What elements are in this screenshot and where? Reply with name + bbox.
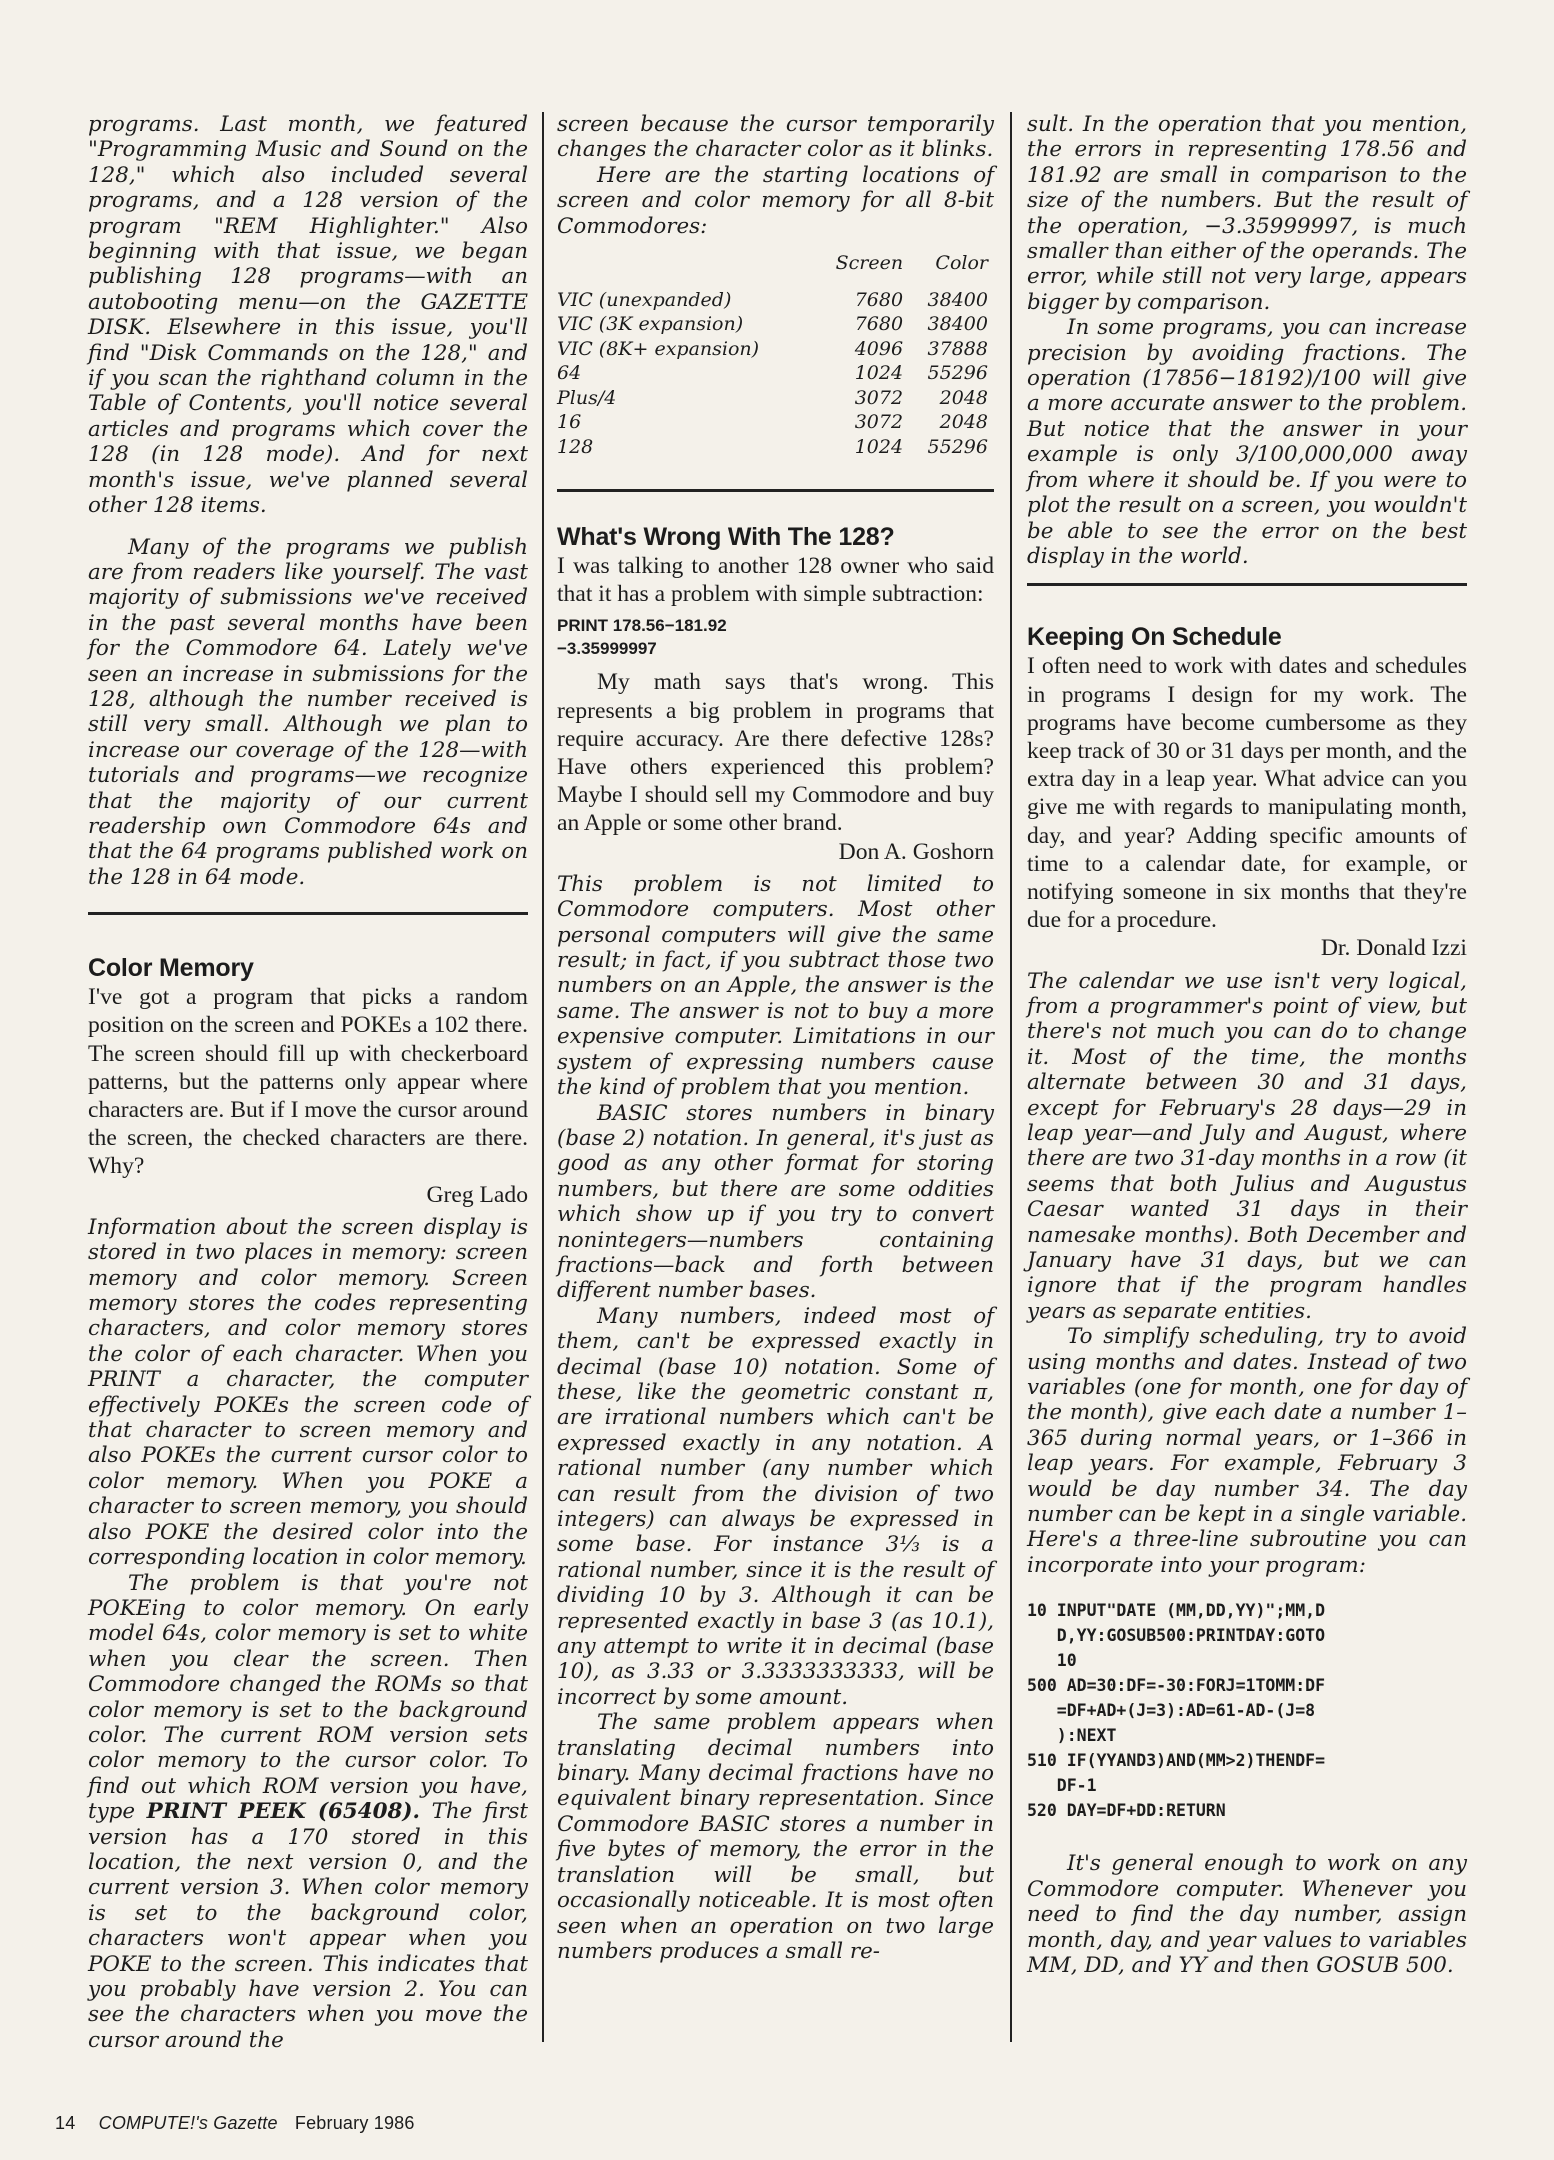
table-cell: VIC (8K+ expansion) [557,337,760,360]
table-cell: 1024 [854,435,904,458]
basic-program-listing: 10 INPUT"DATE (MM,DD,YY)";MM,D D,YY:GOSUB500:PRINTDAY:GOTO 10 500 AD=30:DF=-30:FORJ=1TOMM:DF =DF+AD+(J=3):AD=61-AD-(J=8 ):NEXT 510 IF(YYAND3)AND(MM>2)THENDF= DF-1 520 DAY=DF+DD:RETURN [1027,1601,1326,1821]
table-cell: 38400 [927,288,988,311]
table-row [557,361,994,386]
table-header-color: Color [935,252,988,275]
section-divider [88,912,528,915]
readers-submissions-paragraph: Many of the programs we publish are from readers like yourself. The vast majority of submissions we've received in the past several months have been for the Commodore 64. Lately we've seen an increase in submissions for the 128, although the number received is still very small. Although we plan to increase our coverage of the 128—with tutorials and programs—we recognize that the majority of our current readership own Commodore 64s and that the 64 programs published work on the 128 in 64 mode. [88,534,528,890]
answer-paragraph-4: The same problem appears when translating decimal numbers into binary. Many decimal fractions have no equivalent binary representation. Since Commodore BASIC stores a number in five bytes of memory, the error in the translation will be small, but occasionally noticeable. It is most often seen when an operation on two large numbers produces a small re- [557,1710,994,1964]
table-cell: Plus/4 [557,386,617,409]
table-cell: 64 [557,362,582,385]
column-3 [1027,112,1467,1978]
print-command-line: PRINT 178.56−181.92 [557,616,727,636]
section-heading-whats-wrong: What's Wrong With The 128? [557,523,895,552]
memory-locations-intro: Here are the starting locations of screen and color memory for all 8-bit Commodores: [557,162,994,239]
answer-text-continued: The first version has a 170 stored in this location, the next version 0, and the current version 3. When color memory is set to the background color, characters won't appear when you POKE to the screen. This indicates that you probably have version 2. You can see the characters when you move the cursor around the [88,1799,528,2053]
answer-paragraph: The calendar we use isn't very logical, from a programmer's point of view, but there's not much you can do to change it. Most of the time, the months alternate between 30 and 31 days, except for February's 28 days—29 in leap year—and July and August, where there are two 31-day months in a row (it seems that both Julius and Augustus Caesar wanted 31 days in their namesake months). Both December and January have 31 days, but we can ignore that if the program handles years as separate entities. [1027,968,1467,1324]
table-cell: 55296 [927,435,988,458]
column-rule-left [542,112,544,2042]
answer-paragraph: This problem is not limited to Commodore computers. Most other personal computers will give the same result; in fact, if you subtract those two numbers on an Apple, the answer is the same. The answer is not to buy a more expensive computer. Limitations in our system of expressing numbers cause the kind of problem that you mention. [557,871,994,1101]
answer-paragraph-2 [88,1571,528,2054]
column-rule-right [1010,112,1012,2042]
page-footer [55,2113,415,2134]
print-peek-command: PRINT PEEK (65408). [146,1799,420,1825]
table-cell: 3072 [854,386,904,409]
table-cell: VIC (3K expansion) [557,313,744,336]
color-memory-continued: screen because the cursor temporarily changes the character color as it blinks. [557,112,994,163]
table-cell: 16 [557,411,582,434]
table-cell: 4096 [854,337,904,360]
print-result-line: −3.35999997 [557,639,657,659]
table-cell: 3072 [854,411,904,434]
letter-signature: Dr. Donald Izzi [1320,935,1467,962]
table-cell: 55296 [927,362,988,385]
answer-paragraph: Information about the screen display is stored in two places in memory: screen memory and color memory. Screen memory stores the codes representing characters, and color memory stores the color of each character. When you PRINT a character, the computer effectively POKEs the screen code of that character to screen memory and also POKEs the current cursor color to color memory. When you POKE a character to screen memory, you should also POKE the desired color into the corresponding location in color memory. [88,1214,528,1571]
answer-paragraph-3: Many numbers, indeed most of them, can't be expressed exactly in decimal (base 10) notation. Some of these, like the geometric constant π, are irrational numbers which can't be expressed exactly in any notation. A rational number (any number which can result from the division of two integers) can always be expressed in some base. For instance 3⅓ is a rational number, since it is the result of dividing 10 by 3. Although it can be represented exactly in base 3 (as 10.1), any attempt to write it in decimal (base 10), as 3.33 or 3.3333333333, will be incorrect by some amount. [557,1303,994,1710]
table-cell: 7680 [854,313,904,336]
answer-paragraph-2: BASIC stores numbers in binary (base 2) notation. In general, it's just as good as any other format for storing numbers, but there are some oddities which show up if you try to convert nonintegers—numbers containing fractions—back and forth between different number bases. [557,1100,994,1304]
page-number: 14 [55,2113,76,2133]
section-heading-color-memory: Color Memory [88,954,254,983]
table-cell: 1024 [854,362,904,385]
reader-letter: I often need to work with dates and schedules in programs I design for my work. The programs have become cumbersome as they keep track of 30 or 31 days per month, and the extra day in a leap year. What advice can you give me with regards to manipulating month, day, and year? Adding specific amounts of time to a calendar date, for example, or notifying someone in six months that they're due for a procedure. [1027,653,1467,934]
section-heading-keeping-on-schedule: Keeping On Schedule [1027,623,1282,652]
table-header-machine [557,251,815,288]
section-divider [557,489,994,492]
table-cell: VIC (unexpanded) [557,288,732,311]
table-row [557,410,994,435]
issue-date: February 1986 [294,2113,415,2133]
table-cell: 2048 [939,386,988,409]
table-row [557,337,994,362]
answer-continued: sult. In the operation that you mention, the errors in representing 178.56 and 181.92 are small in comparison to the size of the numbers. But the result of the operation, −3.35999997, is much smaller than either of the operands. The error, while still not very large, appears bigger by comparison. [1027,112,1467,315]
letter-signature: Greg Lado [426,1181,528,1208]
answer-paragraph-2: To simplify scheduling, try to avoid using months and dates. Instead of two variables (one for month, one for day of the month), give each date a number 1–365 during normal years, or 1–366 in leap years. For example, February 3 would be day number 34. The day number can be kept in a single variable. Here's a three-line subroutine you can incorporate into your program: [1027,1324,1467,1578]
table-row [557,312,994,337]
table-row [557,435,994,460]
column-1 [88,112,528,2053]
table-header-screen: Screen [835,252,904,275]
table-cell: 2048 [939,411,988,434]
answer-text: The problem is that you're not POKEing to color memory. On early model 64s, color memory is set to white when you clear the screen. Then Commodore changed the ROMs so that color memory is set to the background color. The current ROM version sets color memory to the cursor color. To find out which ROM version you have, type [88,1570,528,1825]
reader-letter: I was talking to another 128 owner who said that it has a problem with simple subtraction: [557,553,994,608]
section-divider [1027,583,1467,586]
memory-locations-table [557,251,994,459]
letter-signature: Don A. Goshorn [838,838,994,865]
table-cell: 7680 [854,288,904,311]
column-2 [557,112,994,1964]
table-cell: 128 [557,435,594,458]
table-header-row [557,251,994,288]
table-cell: 37888 [927,337,988,360]
reader-letter-continued: My math says that's wrong. This represents a big problem in programs that require accuracy. Are there defective 128s? Have others experienced this problem? Maybe I should sell my Commodore and buy an Apple or some other brand. [557,669,994,837]
table-row [557,288,994,313]
reader-letter: I've got a program that picks a random position on the screen and POKEs a 102 there. The screen should fill up with checkerboard patterns, but the patterns only appear where characters are. But if I move the cursor around the screen, the checked characters are there. Why? [88,984,528,1180]
intro-continued-paragraph: programs. Last month, we featured "Programming Music and Sound on the 128," which also included several programs, and a 128 version of the program "REM Highlighter." Also beginning with that issue, we began publishing 128 programs—with an autobooting menu—on the GAZETTE DISK. Elsewhere in this issue, you'll find "Disk Commands on the 128," and if you scan the righthand column in the Table of Contents, you'll notice several articles and programs which cover the 128 (in 128 mode). And for next month's issue, we've planned several other 128 items. [88,112,528,519]
table-cell: 38400 [927,313,988,336]
answer-paragraph-3: It's general enough to work on any Commodore computer. Whenever you need to find the day number, assign month, day, and year values to variables MM, DD, and YY and then GOSUB 500. [1027,1851,1467,1978]
table-row [557,386,994,411]
publication-name: COMPUTE!'s Gazette [98,2113,278,2133]
precision-paragraph: In some programs, you can increase precision by avoiding fractions. The operation (17856−18192)/100 will give a more accurate answer to the problem. But notice that the answer in your example is only 3/100,000,000 away from where it should be. If you were to plot the result on a screen, you wouldn't be able to see the error on the best display in the world. [1027,315,1467,569]
